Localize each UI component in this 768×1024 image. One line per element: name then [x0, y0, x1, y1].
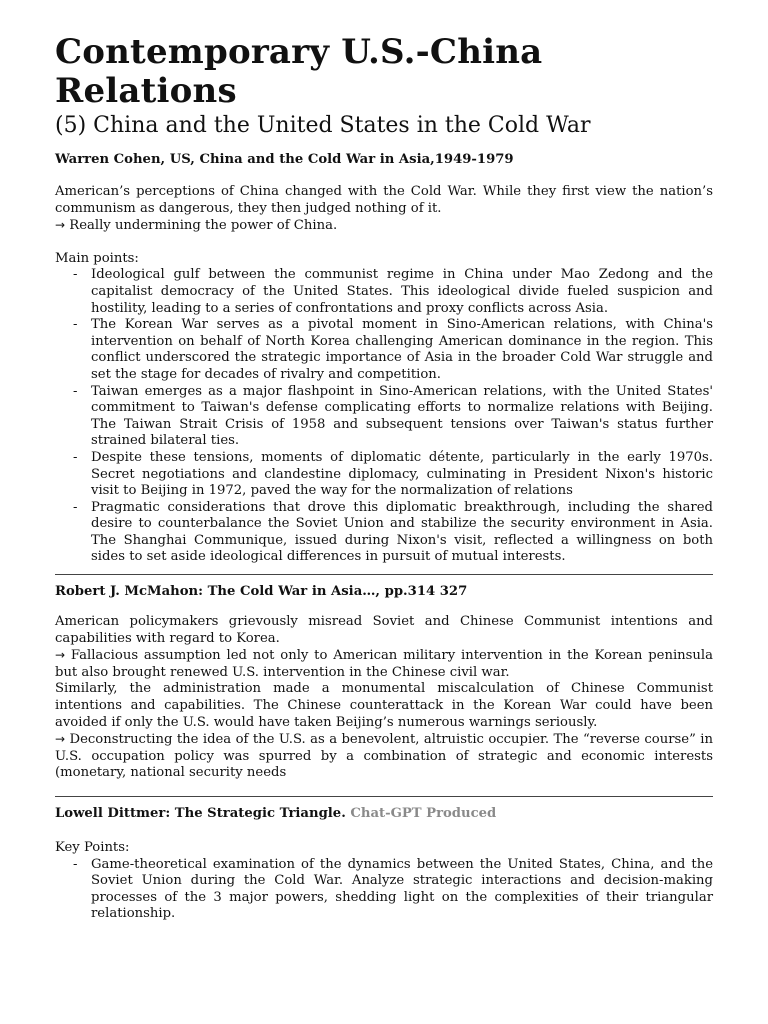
- section1-arrow-note: → Really undermining the power of China.: [55, 218, 338, 234]
- list-item: - Game-theoretical examination of the dynamics between the United States, China, and the Soviet Union during the Cold War. Analyze strategic interactions and decision-making processes of the 3 major powers, shedding light on the complexities of their triangular relationship.: [55, 857, 713, 923]
- section1-intro: American’s perceptions of China changed with the Cold War. While they first view the nation’s communism as dangerous, they then judged nothing of it.: [55, 184, 713, 216]
- section1-points-list: [55, 267, 713, 566]
- section2-arrow1: → Fallacious assumption led not only to American military intervention in the Korean peninsula but also brought renewed U.S. intervention in the Chinese civil war.: [55, 648, 713, 680]
- section2-heading: Robert J. McMahon: The Cold War in Asia…, pp.314 327: [55, 584, 468, 600]
- chatgpt-note: Chat-GPT Produced: [350, 806, 497, 821]
- list-item: - Taiwan emerges as a major flashpoint in Sino-American relations, with the United States' commitment to Taiwan's defense complicating efforts to normalize relations with Beijing. The Taiwan Strait Crisis of 1958 and subsequent tensions over Taiwan's status further strained bilateral ties.: [55, 384, 713, 450]
- section3-points-list: [55, 857, 713, 923]
- right-arrow-icon: →: [55, 648, 66, 663]
- document-content: [55, 33, 713, 923]
- section2-para2: Similarly, the administration made a monumental miscalculation of Chinese Communist intentions and capabilities. The Chinese counterattack in the Korean War could have been avoided if only the U.S. would have taken Beijing’s numerous warnings seriously.: [55, 681, 713, 730]
- section3-points-label: Key Points:: [55, 840, 130, 855]
- page-title: Contemporary U.S.-China Relations: [55, 32, 543, 111]
- section2-para1: American policymakers grievously misread Soviet and Chinese Communist intentions and capabilities with regard to Korea.: [55, 614, 713, 646]
- list-item: - Pragmatic considerations that drove this diplomatic breakthrough, including the shared desire to counterbalance the Soviet Union and stabilize the security environment in Asia. The Shanghai Communique, issued during Nixon's visit, reflected a willingness on both sides to set aside ideological differences in pursuit of mutual interests.: [55, 500, 713, 566]
- list-item: - Despite these tensions, moments of diplomatic détente, particularly in the early 1970s. Secret negotiations and clandestine diplomacy, culminating in President Nixon's historic visit to Beijing in 1972, paved the way for the normalization of relations: [55, 450, 713, 500]
- section3-heading: Lowell Dittmer: The Strategic Triangle. Chat-GPT Produced: [55, 806, 497, 821]
- page-subtitle: (5) China and the United States in the Cold War: [55, 113, 591, 138]
- right-arrow-icon: →: [55, 218, 66, 233]
- list-item: - The Korean War serves as a pivotal moment in Sino-American relations, with China's intervention on behalf of North Korea challenging American dominance in the region. This conflict underscored the strategic importance of Asia in the broader Cold War struggle and set the stage for decades of rivalry and competition.: [55, 317, 713, 383]
- section2-arrow2: → Deconstructing the idea of the U.S. as a benevolent, altruistic occupier. The “reverse course” in U.S. occupation policy was spurred by a combination of strategic and economic interests (monetary, national security needs: [55, 732, 713, 781]
- section1-points-label: Main points:: [55, 250, 139, 266]
- right-arrow-icon: →: [55, 732, 66, 747]
- list-item: - Ideological gulf between the communist regime in China under Mao Zedong and the capitalist democracy of the United States. This ideological divide fueled suspicion and hostility, leading to a series of confrontations and proxy conflicts across Asia.: [55, 267, 713, 317]
- section1-heading: Warren Cohen, US, China and the Cold War in Asia,1949-1979: [55, 152, 514, 167]
